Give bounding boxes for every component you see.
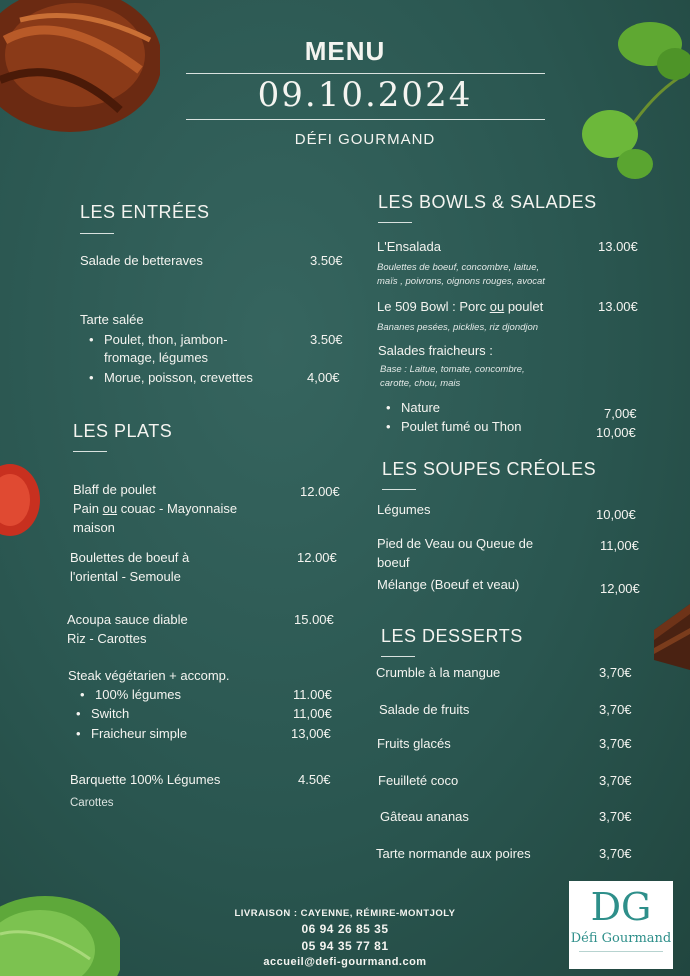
menu-item-price: 7,00€ (604, 406, 637, 421)
menu-option: • Switch (91, 706, 129, 721)
menu-option: • Morue, poisson, crevettes (104, 370, 253, 385)
restaurant-name: DÉFI GOURMAND (294, 131, 436, 148)
menu-item-name: Boulettes de boeuf à (70, 550, 190, 565)
section-underline (378, 222, 412, 223)
menu-item-name: Tarte salée (80, 312, 144, 327)
menu-item-name: Pain ou couac - Mayonnaise (73, 501, 238, 516)
dessert-name: Gâteau ananas (380, 809, 469, 824)
section-underline (381, 656, 415, 657)
dessert-name: Tarte normande aux poires (376, 846, 531, 861)
menu-item-desc: carotte, chou, mais (380, 378, 461, 389)
dessert-price: 3,70€ (599, 702, 632, 717)
menu-item-price: 11,00€ (600, 538, 639, 553)
menu-item-desc: Carottes (70, 797, 114, 809)
menu-item-desc: Base : Laitue, tomate, concombre, (380, 364, 525, 375)
section-underline (73, 451, 107, 452)
dessert-price: 3,70€ (599, 773, 632, 788)
menu-item-price: 13,00€ (291, 726, 331, 741)
menu-title: MENU (304, 36, 386, 66)
dessert-name: Salade de fruits (379, 702, 470, 717)
menu-item-price: 3.50€ (310, 332, 343, 347)
section-title-bowls: LES BOWLS & SALADES (378, 192, 597, 212)
menu-option: • 100% légumes (95, 687, 181, 702)
menu-item-name: l'oriental - Semoule (70, 569, 181, 584)
email-link[interactable]: accueil@defi-gourmand.com (263, 956, 427, 968)
menu-item-name: Pied de Veau ou Queue de (377, 536, 534, 551)
menu-item-name: Blaff de poulet (73, 482, 156, 497)
dessert-price: 3,70€ (599, 846, 632, 861)
menu-item-price: 4,00€ (307, 370, 340, 385)
menu-item-name: Barquette 100% Légumes (70, 772, 221, 787)
dessert-name: Fruits glacés (377, 736, 451, 751)
menu-option: • Fraicheur simple (91, 726, 187, 741)
menu-item-name: Salades fraicheurs : (378, 343, 493, 358)
delivery-zones: LIVRAISON : CAYENNE, RÉMIRE-MONTJOLY (234, 908, 456, 919)
chocolate-cake-icon (648, 600, 690, 674)
menu-item-name: Salade de betteraves (80, 253, 203, 268)
menu-item-price: 11,00€ (293, 706, 332, 721)
header-rule-top (186, 73, 545, 74)
menu-item-name: maison (73, 520, 115, 535)
phone-number[interactable]: 05 94 35 77 81 (301, 939, 389, 953)
menu-item-name: Le 509 Bowl : Porc ou poulet (377, 299, 544, 314)
dessert-price: 3,70€ (599, 809, 632, 824)
menu-item-price: 12.00€ (297, 550, 337, 565)
dessert-price: 3,70€ (599, 665, 632, 680)
phone-number[interactable]: 06 94 26 85 35 (301, 922, 389, 936)
menu-item-desc: Bananes pesées, picklies, riz djondjon (377, 322, 539, 333)
menu-item-price: 11.00€ (293, 687, 332, 702)
section-title-soupes: LES SOUPES CRÉOLES (382, 459, 597, 479)
logo (569, 881, 673, 969)
menu-item-desc: maïs , poivrons, oignons rouges, avocat (377, 276, 545, 287)
menu-item-price: 13.00€ (598, 299, 638, 314)
section-underline (80, 233, 114, 234)
menu-item-name: Acoupa sauce diable (67, 612, 188, 627)
menu-item-price: 3.50€ (310, 253, 343, 268)
tomato-icon (0, 462, 42, 542)
menu-option: • Poulet fumé ou Thon (401, 419, 521, 434)
menu-item-price: 15.00€ (294, 612, 334, 627)
menu-date: 09.10.2024 (257, 75, 473, 115)
menu-item-price: 10,00€ (596, 507, 636, 522)
logo-name: Défi Gourmand (570, 931, 672, 946)
header-rule-bottom (186, 119, 545, 120)
section-title-plats: LES PLATS (73, 421, 173, 441)
menu-item-name: Steak végétarien + accomp. (68, 668, 230, 683)
logo-monogram: DG (590, 885, 652, 929)
menu-item-price: 10,00€ (596, 425, 636, 440)
logo-rule (579, 951, 663, 952)
section-underline (382, 489, 416, 490)
menu-item-name: Légumes (377, 502, 431, 517)
menu-item-name: boeuf (377, 555, 410, 570)
menu-item-price: 4.50€ (298, 772, 331, 787)
menu-option: • Nature (401, 400, 440, 415)
menu-item-price: 12,00€ (600, 581, 640, 596)
menu-item-name: Mélange (Boeuf et veau) (377, 577, 520, 592)
section-title-entrees: LES ENTRÉES (80, 202, 210, 222)
menu-item-name: L'Ensalada (377, 239, 441, 254)
menu-item-name: Riz - Carottes (67, 631, 147, 646)
menu-item-price: 13.00€ (598, 239, 638, 254)
dessert-price: 3,70€ (599, 736, 632, 751)
dessert-name: Feuilleté coco (378, 773, 459, 788)
section-title-desserts: LES DESSERTS (381, 626, 523, 646)
menu-item-price: 12.00€ (300, 484, 340, 499)
menu-option: fromage, légumes (104, 350, 209, 365)
menu-option: • Poulet, thon, jambon- (104, 332, 228, 347)
menu-item-desc: Boulettes de boeuf, concombre, laitue, (377, 262, 540, 273)
dessert-name: Crumble à la mangue (376, 665, 501, 680)
grilled-meat-icon (0, 0, 160, 140)
